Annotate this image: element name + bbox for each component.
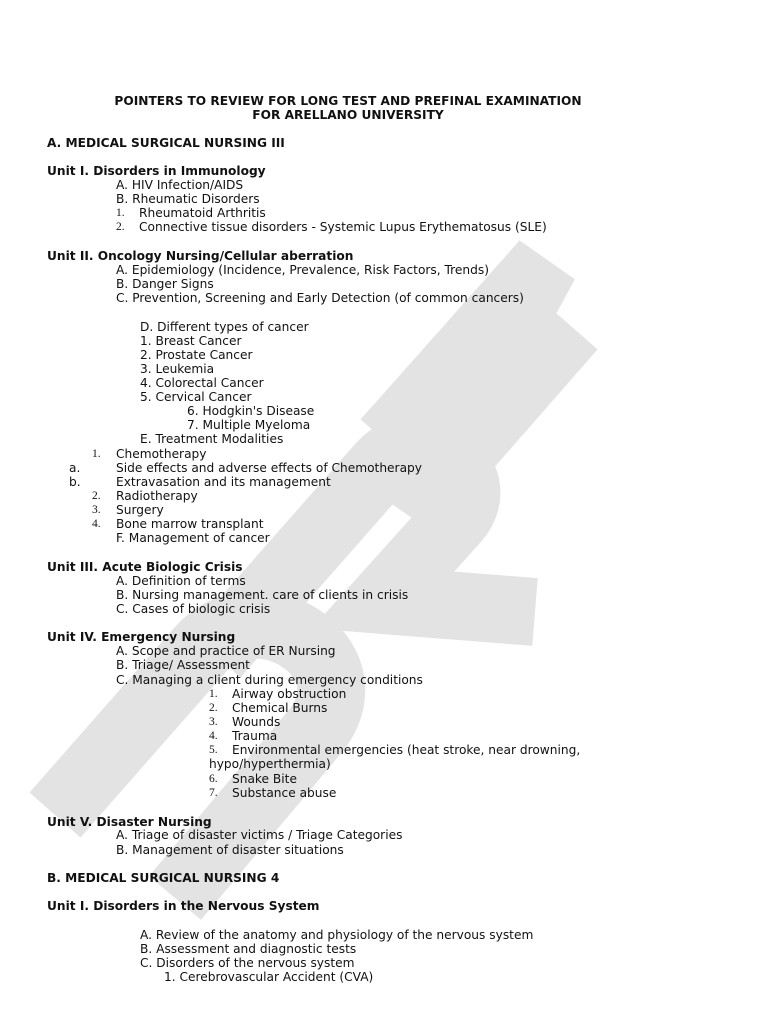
- list-item: A. Triage of disaster victims / Triage Categories: [116, 828, 403, 842]
- list-item: E. Treatment Modalities: [140, 432, 284, 446]
- list-item: Surgery: [116, 503, 164, 517]
- list-item: B. Management of disaster situations: [116, 843, 344, 857]
- list-number: 1.: [116, 207, 125, 219]
- list-letter: a.: [69, 461, 81, 475]
- list-item: Substance abuse: [232, 786, 337, 800]
- list-item: 4. Colorectal Cancer: [140, 376, 264, 390]
- list-item: Extravasation and its management: [116, 475, 331, 489]
- list-item: Chemotherapy: [116, 447, 207, 461]
- unit-3-heading: Unit III. Acute Biologic Crisis: [47, 560, 243, 574]
- list-item: F. Management of cancer: [116, 531, 270, 545]
- list-number: 4.: [209, 730, 218, 742]
- list-item: A. Definition of terms: [116, 574, 246, 588]
- list-item: Environmental emergencies (heat stroke, near drowning,: [232, 743, 581, 757]
- list-item: 3. Leukemia: [140, 362, 215, 376]
- list-item: B. Danger Signs: [116, 277, 214, 291]
- list-item: A. Review of the anatomy and physiology of the nervous system: [140, 928, 534, 942]
- list-item: B. Triage/ Assessment: [116, 658, 250, 672]
- list-item-continued: hypo/hyperthermia): [209, 757, 331, 771]
- list-item: A. Epidemiology (Incidence, Prevalence, Risk Factors, Trends): [116, 263, 489, 277]
- list-number: 6.: [209, 773, 218, 785]
- unit-1-heading: Unit I. Disorders in Immunology: [47, 164, 266, 178]
- list-item: Bone marrow transplant: [116, 517, 264, 531]
- list-item: Connective tissue disorders - Systemic Lupus Erythematosus (SLE): [139, 220, 547, 234]
- list-number: 3.: [92, 504, 101, 516]
- list-item: B. Nursing management. care of clients in crisis: [116, 588, 409, 602]
- list-item: B. Rheumatic Disorders: [116, 192, 260, 206]
- list-item: Side effects and adverse effects of Chemotherapy: [116, 461, 422, 475]
- section-b-heading: B. MEDICAL SURGICAL NURSING 4: [47, 871, 280, 885]
- list-item: Airway obstruction: [232, 687, 347, 701]
- list-letter: b.: [69, 475, 81, 489]
- list-item: 5. Cervical Cancer: [140, 390, 252, 404]
- section-b-unit-1-heading: Unit I. Disorders in the Nervous System: [47, 899, 320, 913]
- unit-5-heading: Unit V. Disaster Nursing: [47, 815, 212, 829]
- list-number: 1.: [209, 688, 218, 700]
- list-item: Chemical Burns: [232, 701, 328, 715]
- list-item: C. Cases of biologic crisis: [116, 602, 271, 616]
- list-number: 5.: [209, 744, 218, 756]
- list-number: 1.: [92, 448, 101, 460]
- list-item: A. HIV Infection/AIDS: [116, 178, 244, 192]
- list-item: C. Prevention, Screening and Early Detection (of common cancers): [116, 291, 524, 305]
- list-item: C. Disorders of the nervous system: [140, 956, 355, 970]
- document-title: POINTERS TO REVIEW FOR LONG TEST AND PREFINAL EXAMINATION: [114, 94, 582, 108]
- list-item: 2. Prostate Cancer: [140, 348, 253, 362]
- list-number: 2.: [116, 221, 125, 233]
- list-item: Snake Bite: [232, 772, 297, 786]
- document-subtitle: FOR ARELLANO UNIVERSITY: [252, 108, 444, 122]
- list-item: B. Assessment and diagnostic tests: [140, 942, 357, 956]
- list-item: Wounds: [232, 715, 281, 729]
- list-number: 3.: [209, 716, 218, 728]
- list-number: 2.: [209, 702, 218, 714]
- list-item: Radiotherapy: [116, 489, 198, 503]
- list-item: Rheumatoid Arthritis: [139, 206, 266, 220]
- list-item: 1. Breast Cancer: [140, 334, 242, 348]
- list-item: C. Managing a client during emergency conditions: [116, 673, 423, 687]
- list-item: 7. Multiple Myeloma: [187, 418, 311, 432]
- list-item: D. Different types of cancer: [140, 320, 309, 334]
- list-item: A. Scope and practice of ER Nursing: [116, 644, 336, 658]
- list-number: 7.: [209, 787, 218, 799]
- list-number: 4.: [92, 518, 101, 530]
- list-number: 2.: [92, 490, 101, 502]
- list-item: 1. Cerebrovascular Accident (CVA): [164, 970, 374, 984]
- list-item: Trauma: [232, 729, 278, 743]
- unit-2-heading: Unit II. Oncology Nursing/Cellular aberration: [47, 249, 354, 263]
- unit-4-heading: Unit IV. Emergency Nursing: [47, 630, 236, 644]
- list-item: 6. Hodgkin's Disease: [187, 404, 315, 418]
- section-a-heading: A. MEDICAL SURGICAL NURSING III: [47, 136, 285, 150]
